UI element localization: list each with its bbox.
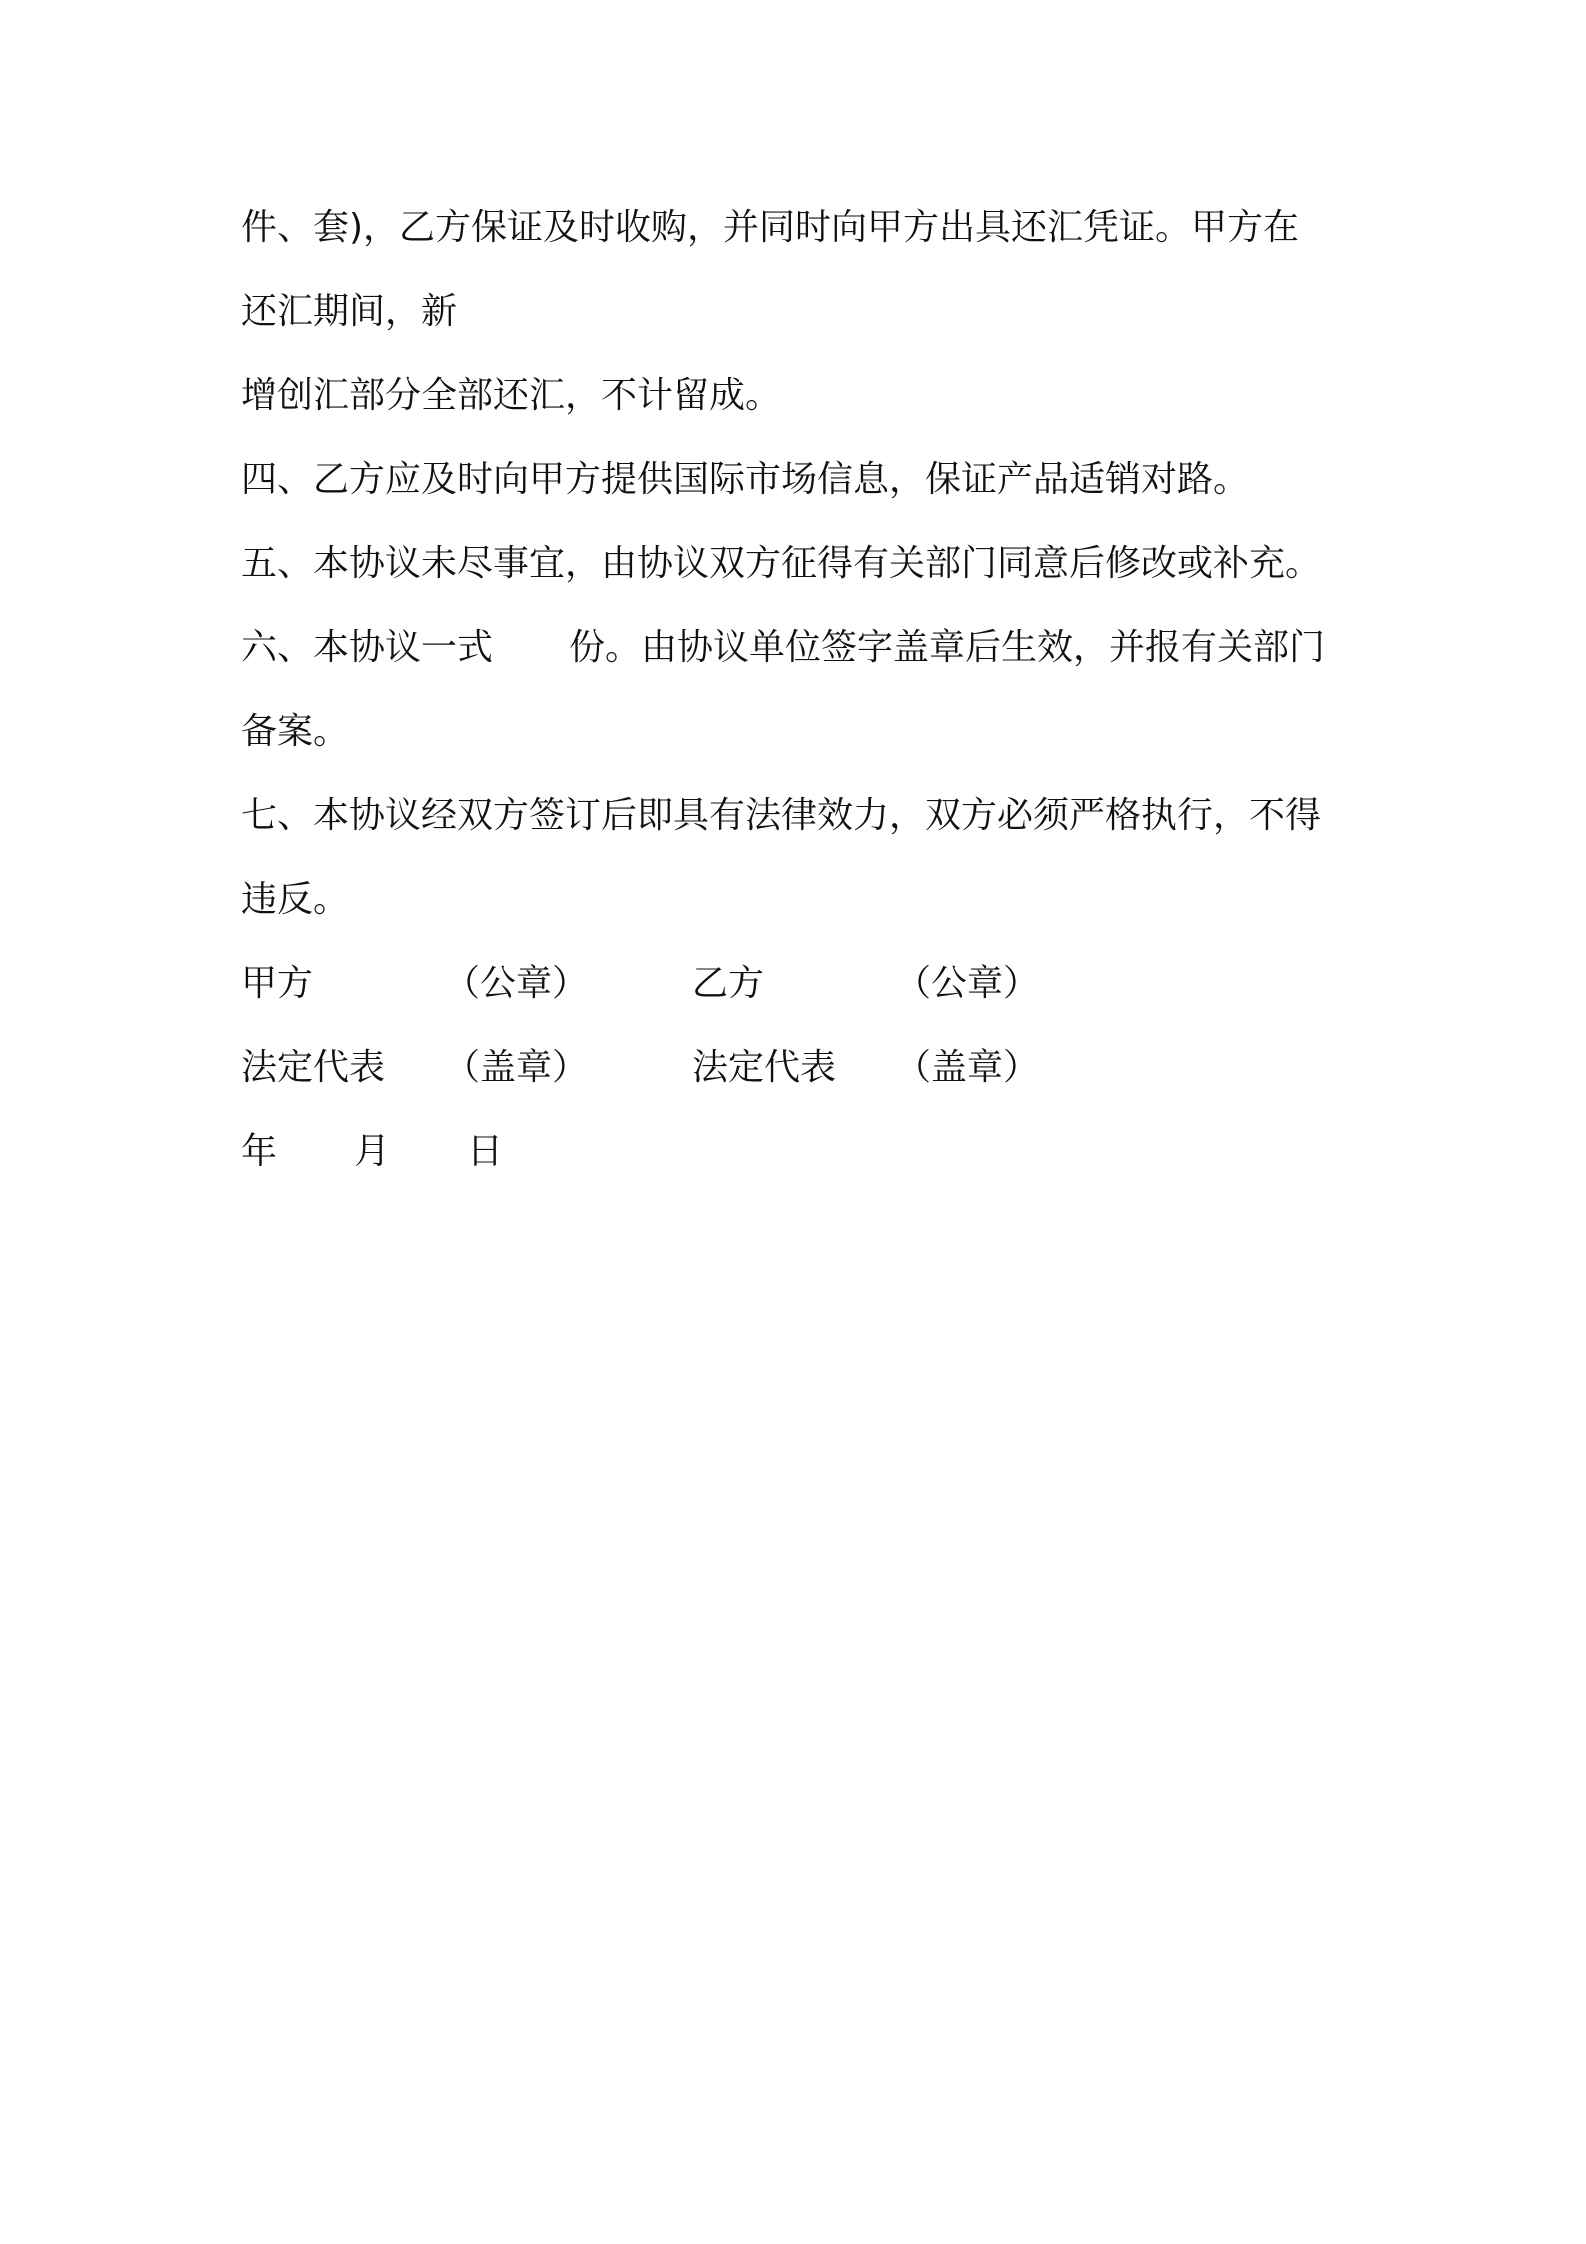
date-year: 年 (241, 1131, 278, 1172)
date-day: 日 (467, 1131, 504, 1172)
paragraph-line: 备案。 (241, 711, 350, 752)
clause-five: 五、本协议未尽事宜，由协议双方征得有关部门同意后修改或补充。 (241, 543, 1322, 584)
rep-b-seal: （盖章） (895, 1047, 1040, 1088)
party-a-seal: （公章） (444, 963, 589, 1004)
signature-row-party (241, 954, 1361, 1038)
paragraph-line: 增创汇部分全部还汇，不计留成。 (241, 375, 782, 416)
paragraph-line: 还汇期间，新 (241, 291, 458, 332)
party-b-seal: （公章） (895, 963, 1040, 1004)
clause-seven: 七、本协议经双方签订后即具有法律效力，双方必须严格执行，不得 (241, 795, 1322, 836)
party-b-label: 乙方 (692, 963, 765, 1004)
paragraph-line: 违反。 (241, 879, 350, 920)
rep-b-label: 法定代表 (692, 1047, 837, 1088)
clause-six (241, 618, 1361, 702)
rep-a-seal: （盖章） (444, 1047, 589, 1088)
date-row (241, 1122, 1361, 1206)
rep-a-label: 法定代表 (241, 1047, 386, 1088)
clause-four: 四、乙方应及时向甲方提供国际市场信息，保证产品适销对路。 (241, 459, 1250, 500)
paragraph-line: 件、套)，乙方保证及时收购，并同时向甲方出具还汇凭证。甲方在 (241, 207, 1300, 248)
date-month: 月 (354, 1131, 391, 1172)
party-a-label: 甲方 (241, 963, 314, 1004)
clause-six-part1: 六、本协议一式 (241, 627, 494, 668)
signature-row-representative (241, 1038, 1361, 1122)
clause-six-part2: 份。由协议单位签字盖章后生效，并报有关部门 (569, 627, 1326, 668)
document-body (241, 198, 1361, 1206)
